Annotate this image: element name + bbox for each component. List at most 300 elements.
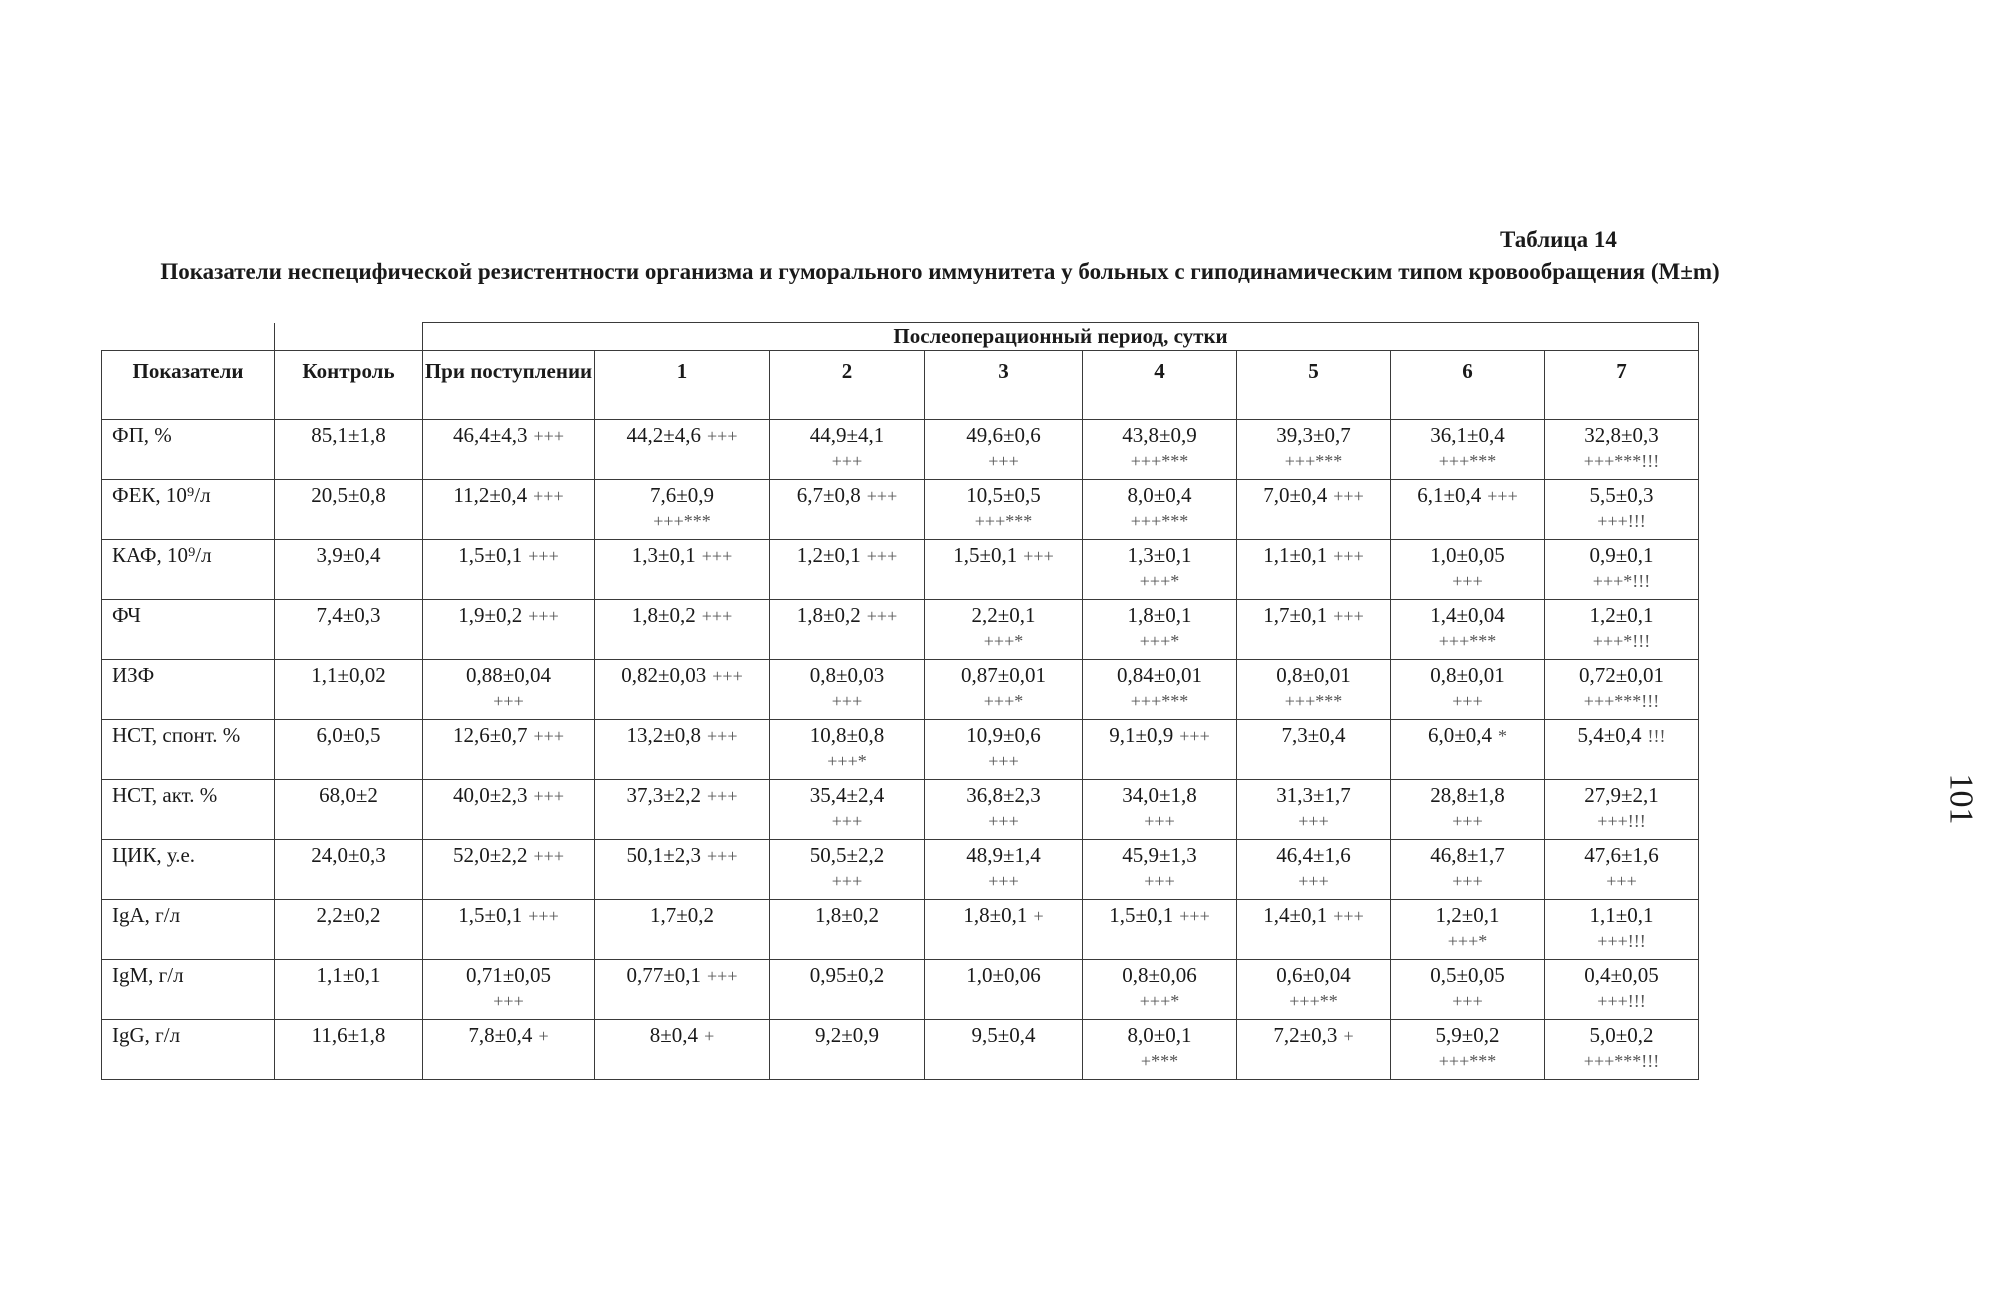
value-cell — [770, 660, 925, 720]
value-cell — [1545, 420, 1699, 480]
significance-mark: +++*** — [1438, 451, 1497, 471]
value-cell — [1545, 480, 1699, 540]
cell-value: 8±0,4 — [649, 1023, 699, 1047]
value-cell — [595, 480, 770, 540]
cell-value: 8,0±0,4 — [1127, 483, 1192, 507]
significance-mark: +++*** — [1130, 691, 1189, 711]
significance-mark: +++*!!! — [1592, 571, 1651, 591]
cell-value: 13,2±0,8 — [626, 723, 702, 747]
significance-mark: +++ — [1452, 691, 1483, 711]
column-header-day-2: 2 — [770, 351, 925, 420]
cell-value: 1,1±0,1 — [1589, 903, 1654, 927]
significance-mark: +++*** — [1130, 451, 1189, 471]
cell-value: 10,8±0,8 — [809, 723, 885, 747]
significance-mark: +++ — [533, 786, 564, 806]
significance-mark: +++ — [831, 811, 863, 831]
cell-value: 34,0±1,8 — [1122, 783, 1197, 807]
value-cell — [1391, 840, 1545, 900]
cell-value: 44,9±4,1 — [809, 423, 885, 447]
significance-mark: +++ — [1298, 871, 1329, 891]
value-cell — [1083, 480, 1237, 540]
value-cell — [275, 480, 423, 540]
column-header-day-1: 1 — [595, 351, 770, 420]
cell-value: 5,5±0,3 — [1589, 483, 1654, 507]
cell-value: 24,0±0,3 — [311, 843, 386, 867]
cell-value: 0,8±0,01 — [1276, 663, 1351, 687]
value-cell — [275, 420, 423, 480]
significance-mark: * — [1498, 726, 1508, 746]
significance-mark: +++ — [988, 751, 1019, 771]
table-row — [102, 720, 1699, 780]
cell-value: 1,1±0,1 — [316, 963, 381, 987]
value-cell — [770, 600, 925, 660]
value-cell — [925, 600, 1083, 660]
header-blank — [102, 323, 275, 351]
value-cell — [1083, 540, 1237, 600]
value-cell — [1083, 840, 1237, 900]
cell-value: 46,8±1,7 — [1430, 843, 1505, 867]
value-cell — [1545, 960, 1699, 1020]
cell-value: 1,8±0,2 — [814, 903, 880, 927]
table-row — [102, 600, 1699, 660]
cell-value: 1,4±0,1 — [1263, 903, 1328, 927]
cell-value: 68,0±2 — [319, 783, 378, 807]
value-cell — [1391, 600, 1545, 660]
cell-value: 7,6±0,9 — [649, 483, 715, 507]
value-cell — [1237, 780, 1391, 840]
significance-mark: +++ — [831, 691, 863, 711]
value-cell — [595, 1020, 770, 1080]
value-cell — [275, 1020, 423, 1080]
significance-mark: +++* — [983, 631, 1024, 651]
significance-mark: +++ — [1452, 811, 1483, 831]
value-cell — [275, 600, 423, 660]
cell-value: 0,84±0,01 — [1116, 663, 1203, 687]
significance-mark: +++ — [866, 546, 898, 566]
value-cell — [1391, 960, 1545, 1020]
cell-value: 1,3±0,1 — [631, 543, 696, 567]
significance-mark: +++ — [866, 486, 898, 506]
cell-value: 1,2±0,1 — [1589, 603, 1654, 627]
value-cell — [1237, 660, 1391, 720]
value-cell — [1391, 900, 1545, 960]
significance-mark: +++* — [827, 751, 867, 771]
cell-value: 1,0±0,05 — [1430, 543, 1505, 567]
cell-value: 2,2±0,1 — [971, 603, 1036, 627]
column-header-control: Контроль — [275, 351, 423, 420]
value-cell — [1391, 1020, 1545, 1080]
significance-mark: + — [704, 1026, 715, 1046]
significance-mark: +++*** — [1438, 1051, 1497, 1071]
significance-mark: +++ — [866, 606, 898, 626]
cell-value: 0,8±0,06 — [1122, 963, 1197, 987]
cell-value: 47,6±1,6 — [1584, 843, 1659, 867]
value-cell — [1545, 720, 1699, 780]
cell-value: 1,5±0,1 — [458, 543, 523, 567]
cell-value: 27,9±2,1 — [1584, 783, 1659, 807]
value-cell — [275, 900, 423, 960]
significance-mark: +++!!! — [1597, 811, 1646, 831]
significance-mark: +++ — [831, 871, 863, 891]
value-cell — [423, 540, 595, 600]
cell-value: 1,3±0,1 — [1127, 543, 1192, 567]
value-cell — [1237, 1020, 1391, 1080]
significance-mark: +++ — [493, 991, 524, 1011]
value-cell — [423, 840, 595, 900]
significance-mark: +++ — [528, 906, 559, 926]
table-row — [102, 780, 1699, 840]
significance-mark: +++***!!! — [1583, 691, 1660, 711]
significance-mark: +++ — [707, 726, 738, 746]
table-row — [102, 660, 1699, 720]
significance-mark: +++ — [1333, 906, 1364, 926]
cell-value: 1,7±0,1 — [1263, 603, 1328, 627]
significance-mark: + — [1343, 1026, 1354, 1046]
value-cell — [1237, 420, 1391, 480]
cell-value: 5,0±0,2 — [1589, 1023, 1654, 1047]
significance-mark: + — [1033, 906, 1044, 926]
value-cell — [770, 540, 925, 600]
value-cell — [770, 780, 925, 840]
column-header-row — [102, 351, 1699, 420]
value-cell — [1391, 540, 1545, 600]
significance-mark: +++ — [831, 451, 863, 471]
significance-mark: +++***!!! — [1583, 1051, 1660, 1071]
cell-value: 36,8±2,3 — [966, 783, 1041, 807]
cell-value: 50,1±2,3 — [626, 843, 702, 867]
value-cell — [1083, 660, 1237, 720]
indicator-name: ФЧ — [102, 600, 275, 660]
cell-value: 11,6±1,8 — [311, 1023, 386, 1047]
value-cell — [1545, 540, 1699, 600]
value-cell — [595, 600, 770, 660]
significance-mark: +++ — [707, 846, 738, 866]
significance-mark: +++ — [1606, 871, 1637, 891]
indicator-name: ФП, % — [102, 420, 275, 480]
cell-value: 37,3±2,2 — [626, 783, 702, 807]
results-table — [101, 322, 1699, 1080]
value-cell — [1391, 420, 1545, 480]
column-header-day-5: 5 — [1237, 351, 1391, 420]
significance-mark: +++ — [528, 546, 559, 566]
value-cell — [925, 720, 1083, 780]
cell-value: 6,0±0,5 — [316, 723, 381, 747]
value-cell — [1083, 960, 1237, 1020]
cell-value: 0,88±0,04 — [465, 663, 552, 687]
value-cell — [423, 780, 595, 840]
cell-value: 7,8±0,4 — [468, 1023, 533, 1047]
value-cell — [1237, 840, 1391, 900]
value-cell — [595, 420, 770, 480]
value-cell — [1083, 420, 1237, 480]
significance-mark: +++ — [528, 606, 559, 626]
cell-value: 0,6±0,04 — [1276, 963, 1351, 987]
significance-mark: +++*!!! — [1592, 631, 1651, 651]
significance-mark: +++ — [1452, 871, 1483, 891]
value-cell — [595, 840, 770, 900]
significance-mark: +++ — [1179, 726, 1210, 746]
value-cell — [423, 900, 595, 960]
cell-value: 1,8±0,2 — [631, 603, 696, 627]
cell-value: 1,7±0,2 — [649, 903, 715, 927]
value-cell — [275, 840, 423, 900]
significance-mark: +++* — [1139, 631, 1180, 651]
value-cell — [1237, 480, 1391, 540]
cell-value: 1,4±0,04 — [1430, 603, 1505, 627]
significance-mark: +++*** — [653, 511, 711, 531]
significance-mark: +++ — [988, 811, 1019, 831]
value-cell — [595, 960, 770, 1020]
significance-mark: +++ — [1333, 486, 1364, 506]
significance-mark: +++ — [1023, 546, 1054, 566]
significance-mark: +++ — [533, 486, 564, 506]
column-header-admission: При поступлении — [423, 351, 595, 420]
value-cell — [423, 420, 595, 480]
table-row — [102, 960, 1699, 1020]
indicator-name: ИЗФ — [102, 660, 275, 720]
significance-mark: +++***!!! — [1583, 451, 1660, 471]
cell-value: 7,0±0,4 — [1263, 483, 1328, 507]
cell-value: 1,8±0,1 — [963, 903, 1028, 927]
value-cell — [1391, 780, 1545, 840]
significance-mark: +++!!! — [1597, 991, 1646, 1011]
value-cell — [1083, 600, 1237, 660]
value-cell — [770, 720, 925, 780]
cell-value: 0,95±0,2 — [809, 963, 885, 987]
table-row — [102, 420, 1699, 480]
value-cell — [925, 960, 1083, 1020]
cell-value: 1,1±0,1 — [1263, 543, 1328, 567]
cell-value: 5,4±0,4 — [1577, 723, 1642, 747]
value-cell — [1083, 1020, 1237, 1080]
cell-value: 6,1±0,4 — [1417, 483, 1482, 507]
cell-value: 20,5±0,8 — [311, 483, 386, 507]
value-cell — [1237, 900, 1391, 960]
indicator-name: IgM, г/л — [102, 960, 275, 1020]
cell-value: 10,9±0,6 — [966, 723, 1041, 747]
cell-value: 6,7±0,8 — [796, 483, 861, 507]
cell-value: 0,9±0,1 — [1589, 543, 1654, 567]
cell-value: 44,2±4,6 — [626, 423, 702, 447]
value-cell — [275, 720, 423, 780]
value-cell — [1545, 660, 1699, 720]
significance-mark: +++ — [1333, 546, 1364, 566]
significance-mark: +++* — [1139, 571, 1180, 591]
column-header-day-4: 4 — [1083, 351, 1237, 420]
indicator-name: ЦИК, у.е. — [102, 840, 275, 900]
cell-value: 45,9±1,3 — [1122, 843, 1197, 867]
column-header-day-3: 3 — [925, 351, 1083, 420]
value-cell — [275, 960, 423, 1020]
value-cell — [1545, 840, 1699, 900]
cell-value: 0,5±0,05 — [1430, 963, 1505, 987]
cell-value: 11,2±0,4 — [453, 483, 528, 507]
significance-mark: !!! — [1647, 726, 1666, 746]
significance-mark: +*** — [1140, 1051, 1179, 1071]
significance-mark: +++ — [712, 666, 743, 686]
column-header-day-6: 6 — [1391, 351, 1545, 420]
value-cell — [1237, 960, 1391, 1020]
significance-mark: +++ — [988, 451, 1019, 471]
significance-mark: +++* — [1447, 931, 1488, 951]
cell-value: 0,87±0,01 — [960, 663, 1047, 687]
value-cell — [1391, 480, 1545, 540]
cell-value: 9,5±0,4 — [971, 1023, 1036, 1047]
cell-value: 5,9±0,2 — [1435, 1023, 1500, 1047]
cell-value: 85,1±1,8 — [311, 423, 386, 447]
cell-value: 8,0±0,1 — [1127, 1023, 1192, 1047]
cell-value: 1,5±0,1 — [1109, 903, 1174, 927]
cell-value: 1,5±0,1 — [953, 543, 1018, 567]
table-row — [102, 840, 1699, 900]
significance-mark: +++ — [701, 546, 733, 566]
significance-mark: +++** — [1289, 991, 1338, 1011]
value-cell — [595, 780, 770, 840]
significance-mark: +++ — [1452, 571, 1483, 591]
value-cell — [770, 1020, 925, 1080]
value-cell — [595, 540, 770, 600]
value-cell — [1545, 1020, 1699, 1080]
indicator-name: КАФ, 10⁹/л — [102, 540, 275, 600]
significance-mark: +++ — [493, 691, 524, 711]
value-cell — [423, 480, 595, 540]
cell-value: 39,3±0,7 — [1276, 423, 1351, 447]
value-cell — [1391, 660, 1545, 720]
significance-mark: +++ — [988, 871, 1019, 891]
cell-value: 7,3±0,4 — [1281, 723, 1346, 747]
value-cell — [925, 900, 1083, 960]
significance-mark: +++ — [707, 966, 738, 986]
cell-value: 32,8±0,3 — [1584, 423, 1659, 447]
table-row — [102, 480, 1699, 540]
cell-value: 46,4±4,3 — [453, 423, 528, 447]
cell-value: 0,82±0,03 — [621, 663, 707, 687]
significance-mark: +++ — [701, 606, 733, 626]
significance-mark: +++ — [533, 726, 564, 746]
value-cell — [1083, 720, 1237, 780]
table-label: Таблица 14 — [1500, 227, 1617, 252]
significance-mark: +++ — [1298, 811, 1329, 831]
cell-value: 1,2±0,1 — [796, 543, 861, 567]
indicator-name: IgG, г/л — [102, 1020, 275, 1080]
value-cell — [1545, 600, 1699, 660]
value-cell — [770, 420, 925, 480]
value-cell — [770, 900, 925, 960]
cell-value: 1,9±0,2 — [458, 603, 523, 627]
value-cell — [423, 600, 595, 660]
significance-mark: +++*** — [1284, 691, 1343, 711]
cell-value: 36,1±0,4 — [1430, 423, 1505, 447]
page-number: 101 — [1942, 773, 1980, 825]
value-cell — [925, 420, 1083, 480]
value-cell — [275, 540, 423, 600]
cell-value: 40,0±2,3 — [453, 783, 528, 807]
value-cell — [925, 1020, 1083, 1080]
indicator-name: НСТ, спонт. % — [102, 720, 275, 780]
postop-period-header: Послеоперационный период, сутки — [423, 323, 1699, 351]
value-cell — [275, 660, 423, 720]
value-cell — [275, 780, 423, 840]
value-cell — [1237, 720, 1391, 780]
indicator-name: ФЕК, 10⁹/л — [102, 480, 275, 540]
significance-mark: +++ — [1144, 871, 1175, 891]
cell-value: 7,2±0,3 — [1273, 1023, 1338, 1047]
significance-mark: +++*** — [1284, 451, 1343, 471]
value-cell — [1545, 900, 1699, 960]
significance-mark: +++ — [1144, 811, 1175, 831]
significance-mark: +++*** — [1438, 631, 1497, 651]
value-cell — [595, 720, 770, 780]
significance-mark: +++ — [1333, 606, 1364, 626]
value-cell — [925, 840, 1083, 900]
significance-mark: +++*** — [974, 511, 1033, 531]
value-cell — [925, 780, 1083, 840]
value-cell — [925, 660, 1083, 720]
cell-value: 46,4±1,6 — [1276, 843, 1351, 867]
cell-value: 31,3±1,7 — [1276, 783, 1351, 807]
significance-mark: +++ — [533, 846, 564, 866]
value-cell — [1545, 780, 1699, 840]
cell-value: 1,0±0,06 — [966, 963, 1041, 987]
significance-mark: +++*** — [1130, 511, 1189, 531]
table-row — [102, 540, 1699, 600]
cell-value: 0,71±0,05 — [465, 963, 552, 987]
table-row — [102, 900, 1699, 960]
cell-value: 1,2±0,1 — [1435, 903, 1500, 927]
table-title: Показатели неспецифической резистентности организма и гуморального иммунитета у больных с гиподинамическим типом кровообращения (M±m) — [160, 259, 1720, 284]
cell-value: 49,6±0,6 — [966, 423, 1041, 447]
value-cell — [1391, 720, 1545, 780]
significance-mark: +++ — [533, 426, 564, 446]
value-cell — [595, 660, 770, 720]
significance-mark: +++!!! — [1597, 931, 1646, 951]
significance-mark: +++ — [1487, 486, 1518, 506]
cell-value: 1,8±0,1 — [1127, 603, 1192, 627]
cell-value: 1,5±0,1 — [458, 903, 523, 927]
indicator-name: НСТ, акт. % — [102, 780, 275, 840]
value-cell — [423, 960, 595, 1020]
value-cell — [925, 480, 1083, 540]
cell-value: 28,8±1,8 — [1430, 783, 1505, 807]
cell-value: 7,4±0,3 — [316, 603, 381, 627]
significance-mark: + — [538, 1026, 549, 1046]
value-cell — [423, 660, 595, 720]
significance-mark: +++ — [707, 426, 738, 446]
cell-value: 12,6±0,7 — [453, 723, 528, 747]
significance-mark: +++* — [983, 691, 1024, 711]
value-cell — [770, 480, 925, 540]
cell-value: 0,4±0,05 — [1584, 963, 1659, 987]
significance-mark: +++ — [1179, 906, 1210, 926]
cell-value: 52,0±2,2 — [453, 843, 528, 867]
significance-mark: +++ — [707, 786, 738, 806]
value-cell — [1237, 540, 1391, 600]
cell-value: 0,8±0,03 — [809, 663, 885, 687]
value-cell — [423, 1020, 595, 1080]
indicator-name: IgA, г/л — [102, 900, 275, 960]
value-cell — [1083, 900, 1237, 960]
value-cell — [925, 540, 1083, 600]
cell-value: 9,1±0,9 — [1109, 723, 1174, 747]
cell-value: 10,5±0,5 — [966, 483, 1041, 507]
header-blank — [275, 323, 423, 351]
column-header-day-7: 7 — [1545, 351, 1699, 420]
value-cell — [770, 960, 925, 1020]
value-cell — [1083, 780, 1237, 840]
value-cell — [595, 900, 770, 960]
cell-value: 1,1±0,02 — [311, 663, 386, 687]
value-cell — [770, 840, 925, 900]
